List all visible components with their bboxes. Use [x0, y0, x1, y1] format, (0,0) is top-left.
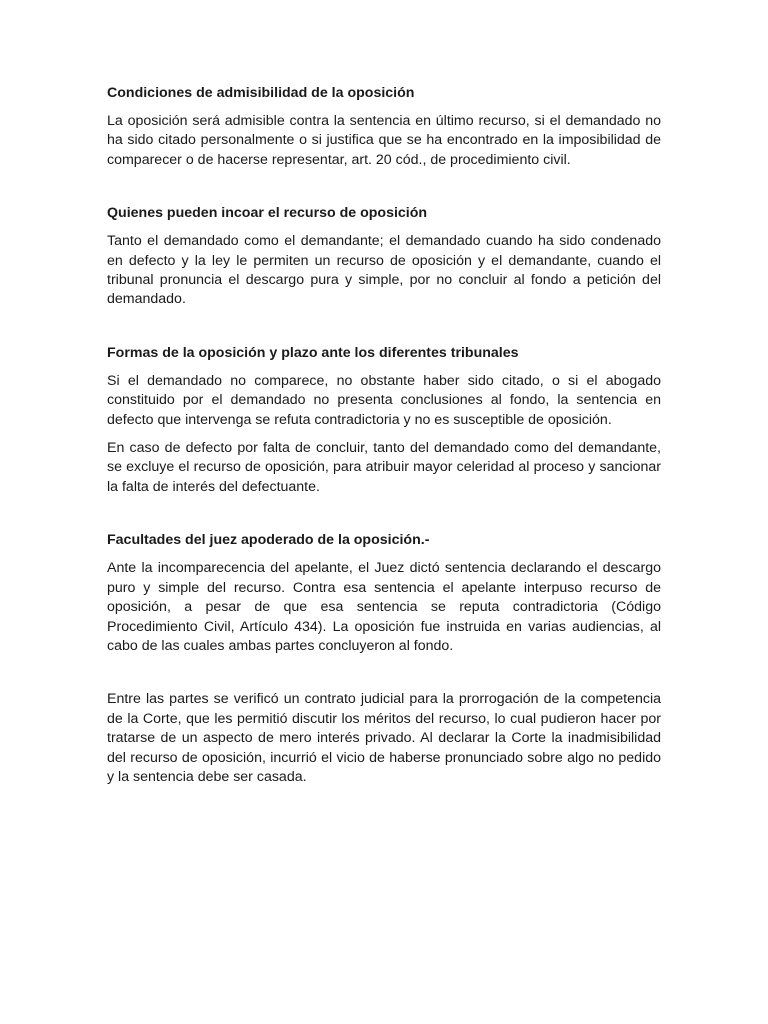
- closing-paragraph: Entre las partes se verificó un contrato judicial para la prorrogación de la competencia de la Corte, que les permitió discutir los méritos del recurso, lo cual pudieron hacer por tratarse de un aspecto de mero interés privado. Al declarar la Corte la inadmisibilidad del recurso de oposición, incurrió el vicio de haberse pronunciado sobre algo no pedido y la sentencia debe ser casada.: [107, 691, 661, 785]
- section-paragraph: En caso de defecto por falta de concluir, tanto del demandado como del demandante, se excluye el recurso de oposición, para atribuir mayor celeridad al proceso y sancionar la falta de interés del defectuante.: [107, 440, 661, 495]
- section-quienes-pueden: [107, 204, 661, 310]
- section-paragraph: Tanto el demandado como el demandante; el demandado cuando ha sido condenado en defecto y la ley le permiten un recurso de oposición y el demandante, cuando el tribunal pronuncia el descargo pura y simple, por no concluir al fondo a petición del demandado.: [107, 233, 661, 308]
- section-heading: Facultades del juez apoderado de la oposición.-: [107, 532, 430, 549]
- document-page: [107, 84, 661, 796]
- section-heading: Formas de la oposición y plazo ante los diferentes tribunales: [107, 344, 519, 361]
- section-admisibilidad: [107, 84, 661, 170]
- section-heading: Quienes pueden incoar el recurso de oposición: [107, 205, 428, 222]
- section-paragraph: La oposición será admisible contra la sentencia en último recurso, si el demandado no ha sido citado personalmente o si justifica que se ha encontrado en la imposibilidad de comparecer o de hacerse representar, art. 20 cód., de procedimiento civil.: [107, 113, 661, 168]
- section-formas-plazo: [107, 344, 661, 497]
- section-paragraph: Si el demandado no comparece, no obstante haber sido citado, o si el abogado constituido por el demandado no presenta conclusiones al fondo, la sentencia en defecto que intervenga se refuta contradictoria y no es susceptible de oposición.: [107, 372, 661, 428]
- section-facultades-juez: [107, 531, 661, 656]
- section-paragraph: Ante la incomparecencia del apelante, el Juez dictó sentencia declarando el descargo puro y simple del recurso. Contra esa sentencia el apelante interpuso recurso de oposición, a pesar de que esa sentencia se reputa contradictoria (Código Procedimiento Civil, Artículo 434). La oposición fue instruida en varias audiencias, al cabo de las cuales ambas partes concluyeron al fondo.: [107, 560, 661, 654]
- section-heading: Condiciones de admisibilidad de la oposición: [107, 85, 415, 101]
